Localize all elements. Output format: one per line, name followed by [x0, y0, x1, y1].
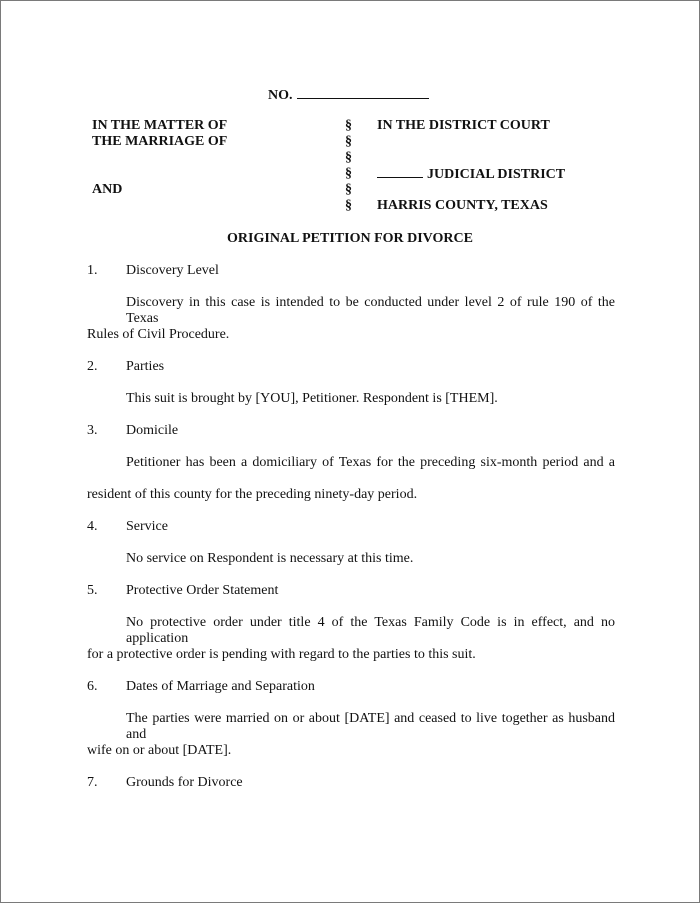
section-paragraph-line: No protective order under title 4 of the Texas Family Code is in effect, and no application	[126, 615, 615, 646]
section-title: Parties	[126, 359, 165, 374]
caption-judicial-district	[377, 166, 565, 183]
section-number: 3.	[87, 423, 98, 438]
section-title: Protective Order Statement	[126, 583, 279, 598]
section-paragraph-line: Discovery in this case is intended to be conducted under level 2 of rule 190 of the Texas	[126, 295, 615, 326]
district-number-blank[interactable]	[377, 166, 423, 178]
caption-marriage-line: THE MARRIAGE OF	[92, 134, 228, 149]
caption-matter-line: IN THE MATTER OF	[92, 118, 228, 133]
case-number-label: NO.	[268, 88, 293, 103]
section-symbol: §	[345, 150, 352, 165]
section-number: 4.	[87, 519, 98, 534]
section-paragraph-line: wife on or about [DATE].	[87, 743, 232, 758]
section-number: 2.	[87, 359, 98, 374]
case-number-blank[interactable]	[297, 86, 429, 99]
caption-county: HARRIS COUNTY, TEXAS	[377, 198, 548, 213]
section-title: Discovery Level	[126, 263, 219, 278]
section-title: Service	[126, 519, 168, 534]
section-title: Dates of Marriage and Separation	[126, 679, 315, 694]
section-symbol: §	[345, 166, 352, 181]
caption-court: IN THE DISTRICT COURT	[377, 118, 550, 133]
section-paragraph-line: This suit is brought by [YOU], Petitioner. Respondent is [THEM].	[126, 391, 498, 406]
caption-district-label: JUDICIAL DISTRICT	[427, 167, 566, 182]
section-symbol: §	[345, 182, 352, 197]
section-number: 6.	[87, 679, 98, 694]
section-paragraph-line: resident of this county for the preceding ninety-day period.	[87, 487, 418, 502]
section-title: Grounds for Divorce	[126, 775, 243, 790]
section-number: 7.	[87, 775, 98, 790]
section-paragraph-line: Rules of Civil Procedure.	[87, 327, 230, 342]
section-paragraph-line: for a protective order is pending with regard to the parties to this suit.	[87, 647, 476, 662]
section-paragraph-line: Petitioner has been a domiciliary of Texas for the preceding six-month period and a	[126, 455, 615, 470]
caption-and-line: AND	[92, 182, 123, 197]
document-title: ORIGINAL PETITION FOR DIVORCE	[227, 231, 473, 246]
section-symbol: §	[345, 134, 352, 149]
case-number	[268, 86, 429, 104]
section-number: 5.	[87, 583, 98, 598]
section-paragraph-line: No service on Respondent is necessary at this time.	[126, 551, 414, 566]
section-paragraph-line: The parties were married on or about [DATE] and ceased to live together as husband and	[126, 711, 615, 742]
section-symbol: §	[345, 198, 352, 213]
section-number: 1.	[87, 263, 98, 278]
section-title: Domicile	[126, 423, 179, 438]
section-symbol: §	[345, 118, 352, 133]
